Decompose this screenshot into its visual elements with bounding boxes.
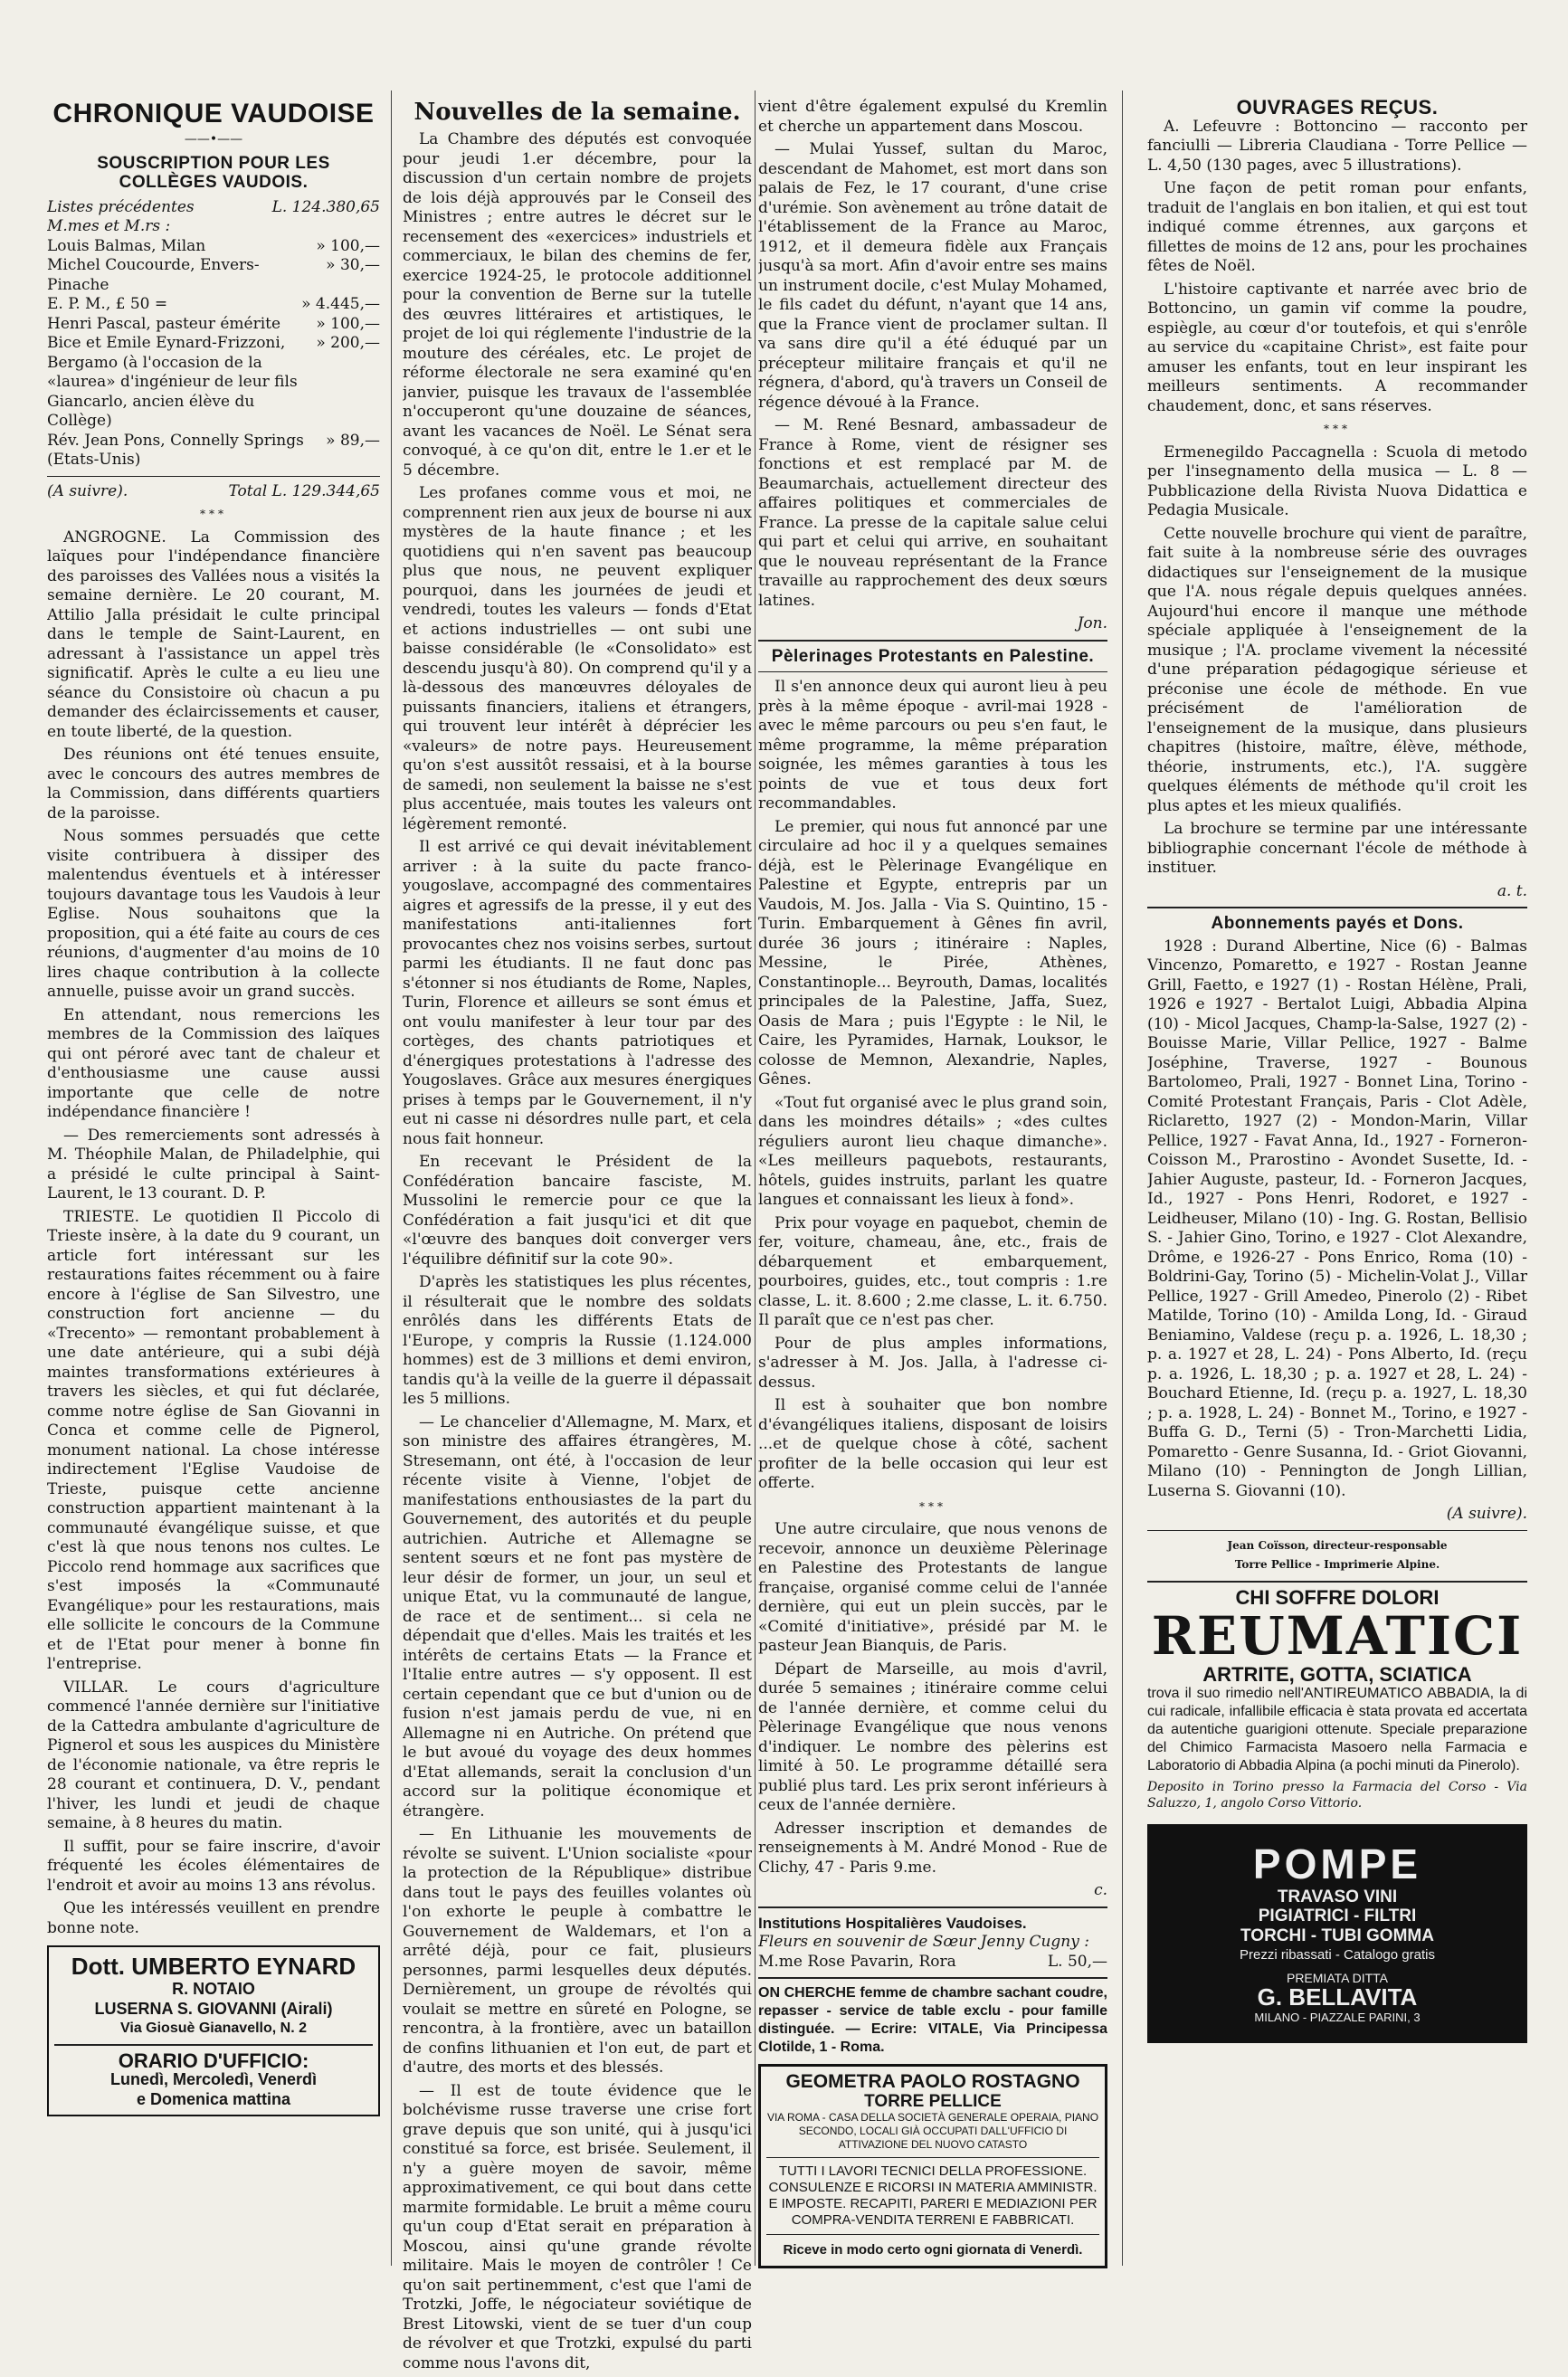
ad-town: LUSERNA S. GIOVANNI (Airali) — [94, 1999, 333, 2018]
classified-ad: ON CHERCHE femme de chambre sachant coudre, repasser - service de table exclu - pour famille distinguée. — Ecrire: VITALE, Via Principessa Clotilde, 1 - Roma. — [758, 1985, 1107, 2055]
paragraph: Nous sommes persuadés que cette visite contribuera à dissiper des malentendus éventuels et à intéresser toujours davantage tous les Vaudois à leur Eglise. Nous souhaitons que la proposition, qui a été faite au cours de ces réunions, d'augmenter d'au moins de 10 lires chaque contribution à la collecte annuelle, puisse avoir un grand succès. — [47, 827, 380, 1001]
ad-services: TUTTI I LAVORI TECNICI DELLA PROFESSIONE. CONSULENZE E RICORSI IN MATERIA AMMINISTR. E IMPOSTE. RECAPITI, PARERI E MEDIAZIONI PER COMPRA-VENDITA TERRENI E FABBRICATI. — [768, 2163, 1098, 2228]
paragraph: ANGROGNE. La Commission des laïques pour l'indépendance financière des paroisses des Vallées nous a visités la semaine dernière. Le 20 courant, M. Attilio Jalla présidait le culte principal dans le temple de Saint-Laurent, en adressant à l'assistance un appel très significatif. Après le culte a eu lieu une séance du Consistoire où chacun a pu demander des éclaircissements et causer, en toute liberté, de la question. — [47, 528, 380, 741]
divider — [758, 671, 1107, 672]
signature: c. — [1094, 1881, 1107, 1899]
paragraph: Il est arrivé ce qui devait inévitablement arriver : à la suite du pacte franco-yougoslave, accompagné des commentaires aigres et agressifs de la presse, il y eut des manifestations anti-italiennes fort provocantes chez nos voisins serbes, surtout parmi les étudiants. Il ne faut donc pas s'étonner si nos étudiants de Rome, Naples, Turin, Florence et ailleurs se sont émus et ont voulu manifester à leur tour par des cortèges, des chants patriotiques et d'énergiques protestations à l'adresse des Yougoslaves. Grâce aux mesures énergiques prises à temps par le Gouvernement, il n'y eut ni casse ni désordres nulle part, et cela nous fait honneur. — [403, 838, 752, 1148]
divider — [1147, 1530, 1527, 1531]
total-row: (A suivre). Total L. 129.344,65 — [47, 481, 380, 500]
divider — [1147, 907, 1527, 908]
paragraph: Prix pour voyage en paquebot, chemin de fer, voiture, chameau, âne, etc., frais de débarquement et embarquement, pourboires, guides, etc., tout compris : 1.re classe, L. it. 8.600 ; 2.me classe, L. it. 6.750. Il paraît que ce n'est pas cher. — [758, 1213, 1107, 1329]
donor-row: E. P. M., £ 50 = » 4.445,— — [47, 295, 380, 313]
reuma-ad — [1147, 1585, 1527, 1811]
paragraph: En recevant le Président de la Confédération bancaire fasciste, M. Mussolini le remercie pour ce que la Confédération a fait jusqu'ici et dit que «l'œuvre des banques doit converger vers l'équilibre définitif sur la cote 90». — [403, 1153, 752, 1269]
ad-big: REUMATICI — [1151, 1605, 1524, 1667]
ad-street: Via Giosuè Gianavello, N. 2 — [119, 2020, 307, 2036]
ornament: ——•—— — [184, 132, 243, 147]
column-nouvelles — [403, 98, 752, 2377]
ad-line: G. BELLAVITA — [1257, 1983, 1418, 2011]
ad-sub: ARTRITE, GOTTA, SCIATICA — [1202, 1663, 1472, 1686]
divider — [766, 2157, 1099, 2158]
paragraph: Les profanes comme vous et moi, ne comprennent rien aux jeux de bourse ni aux mystères de la haute finance ; et les quotidiens qui n'en savent pas beaucoup plus que nous, ne peuvent expliquer pourquoi, dans les journées de jeudi et vendredi, toutes les valeurs — fonds d'Etat et actions industrielles — ont subi une baisse considérable (le «Consolidato» est descendu jusqu'à 80). On comprend qu'il y a là-dessous des manœuvres déloyales de puissants financiers, italiens et étrangers, qui trouvent leur intérêt à déprécier les «valeurs» de notre pays. Heureusement qu'on s'est aussitôt ressaisi, et à la bourse de samedi, non seulement la baisse ne s'est plus accentuée, mais toutes les valeurs ont légèrement remonté. — [403, 484, 752, 833]
paragraph: Des réunions ont été tenues ensuite, avec le concours des autres membres de la Commission, dans différents quartiers de la paroisse. — [47, 746, 380, 822]
section-title: Institutions Hospitalières Vaudoises. — [758, 1914, 1027, 1932]
separator-stars: *** — [200, 508, 227, 520]
paragraph: TRIESTE. Le quotidien Il Piccolo di Trieste insère, à la date du 9 courant, un article fort intéressant sur les restaurations faites récemment ou à faire encore à l'église de San Silvestro, une construction fort ancienne — du «Trecento» — remontant probablement à une date antérieure, qui a subi déjà maintes transformations extérieures à travers les siècles, et qui fut déclarée, comme notre église de San Giovanni in Conca et comme celle de Pignerol, monument national. La chose intéresse indirectement l'Eglise Vaudoise de Trieste, puisque cette ancienne construction appartient maintenant à la communauté évangélique suisse, et que c'est là que nous tenons nos cultes. Le Piccolo rend hommage aux sacrifices que s'est imposés la «Communauté Evangélique» pour les restaurations, mais elle sollicite le concours de la Commune et de l'Etat pour mener à bonne fin l'entreprise. — [47, 1207, 380, 1673]
ad-town: TORRE PELLICE — [864, 2091, 1002, 2111]
pompe-ad — [1147, 1824, 1527, 2044]
ad-title: R. NOTAIO — [172, 1980, 255, 1998]
donor-list — [47, 237, 380, 471]
separator-stars: *** — [1324, 423, 1351, 435]
ad-name: GEOMETRA PAOLO ROSTAGNO — [785, 2071, 1080, 2092]
signature: Jon. — [1077, 614, 1107, 632]
paragraph: Il est à souhaiter que bon nombre d'évangéliques italiens, disposant de loisirs ...et de quelque chose à côté, sachent profiter de la belle occasion qui leur est offerte. — [758, 1396, 1107, 1492]
ad-hours: Riceve in modo certo ogni giornata di Venerdì. — [783, 2242, 1083, 2258]
list-sub: M.mes et M.rs : — [47, 217, 171, 235]
paragraph: Une autre circulaire, que nous venons de recevoir, annonce un deuxième Pèlerinage en Palestine des Protestants de langue française, organisé comme celui de l'année dernière, qui eut un plein succès, par le «Comité d'initiative», présidé par M. le pasteur Jean Bianquis, de Paris. — [758, 1520, 1107, 1655]
divider — [766, 2234, 1099, 2235]
ad-hours-extra: e Domenica mattina — [136, 2089, 291, 2108]
imprint-director: Jean Coïsson, directeur-responsable — [1227, 1538, 1448, 1552]
column-pelerinages — [758, 98, 1107, 2276]
ad-hours-days: Lunedì, Mercoledì, Venerdì — [109, 2070, 318, 2088]
donor-row: Bice et Emile Eynard-Frizzoni, Bergamo (à l'occasion de la «laurea» d'ingénieur de leur fils Giancarlo, ancien élève du Collège) » 200,— — [47, 334, 380, 430]
divider — [1147, 1581, 1527, 1583]
notary-ad — [47, 1945, 380, 2116]
inst-row: M.me Rose Pavarin, Rora L. 50,— — [758, 1952, 1107, 1971]
paragraph: La brochure se termine par une intéressante bibliographie concernant l'école de méthode à instituer. — [1147, 820, 1527, 877]
paragraph: La Chambre des députés est convoquée pour jeudi 1.er décembre, pour la discussion d'un certain nombre de projets de lois déjà approuvés par le Conseil des Ministres ; entre autres le décret sur le recensement des «exercices» industriels et commerciaux, le bilan des chemins de fer, exercice 1924-25, le protocole additionnel pour la convention de Berne sur la tutelle des œuvres littéraires et artistiques, le projet de loi qui réglemente l'industrie de la mouture des céréales, etc. Le projet de réforme électorale ne sera examiné qu'en janvier, puisque les travaux de l'assemblée n'occuperont qu'une douzaine de séances, avant les vacances de Noël. Le Sénat sera convoqué, à ce qu'on dit, entre le 1.er et le 5 décembre. — [403, 130, 752, 480]
section-title: Pèlerinages Protestants en Palestine. — [771, 646, 1095, 666]
ad-deposit: Deposito in Torino presso la Farmacia del Corso - Via Saluzzo, 1, angolo Corso Vittorio. — [1147, 1779, 1527, 1811]
paragraph: — Mulai Yussef, sultan du Maroc, descendant de Mahomet, est mort dans son palais de Fez, le 17 courant, d'une crise d'urémie. Son avènement au trône datait de l'établissement de la France au Maroc, 1912, et il demeura fidèle aux Français jusqu'à sa mort. Afin d'avoir entre ses mains un instrument docile, c'est Mulay Mohamed, le fils cadet du défunt, n'ayant que 14 ans, que la France vient de proclamer sultan. Il va sans dire qu'il a été éduqué par un précepteur militaire français et qu'il ne régnera, d'abord, qu'à travers un Conseil de régence dévoué à la France. — [758, 140, 1107, 412]
column-rule — [1122, 90, 1123, 2266]
paragraph: En attendant, nous remercions les membres de la Commission des laïques qui ont péroré avec tant de chaleur et d'enthousiasme une cause aussi importante que celle de notre indépendance financière ! — [47, 1005, 380, 1121]
donor-row: Michel Coucourde, Envers-Pinache » 30,— — [47, 256, 380, 294]
section-title: Nouvelles de la semaine. — [413, 99, 741, 126]
ad-line: Prezzi ribassati - Catalogo gratis — [1240, 1947, 1435, 1963]
paragraph: L'histoire captivante et narrée avec brio de Bottoncino, un gamin vif comme la poudre, espiègle, au cœur d'or toutefois, et qui s'enrôle au service du «capitaine Christ», est faite pour amuser les enfants, tout en leur inspirant les meilleurs sentiments. A recommander chaudement, donc, et sans réserves. — [1147, 280, 1527, 415]
ad-body: trova il suo rimedio nell'ANTIREUMATICO ABBADIA, la di cui radicale, infallibile efficacia è stata provata ed accertata da autentiche guarigioni ottenute. Speciale preparazione del Chimico Farmacista Masoero nella Farmacia e Laboratorio di Abbadia Alpina (a pochi minuti da Pinerolo). — [1147, 1685, 1527, 1773]
ad-line: PREMIATA DITTA — [1286, 1970, 1388, 1985]
paragraph: Le premier, qui nous fut annoncé par une circulaire ad hoc il y a quelques semaines déjà, est le Pèlerinage Evangélique en Palestine et Egypte, entrepris par un Vaudois, M. Jos. Jalla - Via S. Quintino, 15 - Turin. Embarquement à Gênes fin avril, durée 36 jours ; itinéraire : Naples, Messine, le Pirée, Athènes, Constantinople... Beyrouth, Damas, localités principales de la Palestine, Jaffa, Suez, Oasis de Mara ; puis l'Egypte : le Nil, le Caire, les Pyramides, Harnak, Louksor, le colosse de Memnon, Alexandrie, Naples, Gênes. — [758, 817, 1107, 1089]
donor-row: Louis Balmas, Milan » 100,— — [47, 236, 380, 255]
geometra-ad — [758, 2064, 1107, 2268]
paragraph: VILLAR. Le cours d'agriculture commencé l'année dernière sur l'initiative de la Cattedra ambulante d'agriculture de Pignerol et sous les auspices du Ministère de l'économie nationale, va être repris le 28 courant et continuera, D. V., pendant l'hiver, les lundi et jeudi de chaque semaine, à 8 heures du matin. — [47, 1678, 380, 1832]
section-title: Abonnements payés et Dons. — [1211, 914, 1464, 933]
list-header: Listes précédentes L. 124.380,65 — [47, 197, 380, 216]
paragraph: — M. René Besnard, ambassadeur de France à Rome, vient de résigner ses fonctions et est remplacé par M. de Beaumarchais, actuellement directeur des affaires politiques et commerciales de France. La presse de la capitale salue celui qui part et celui qui arrive, en souhaitant que le nouveau représentant de la France travaille au rapprochement des deux sœurs latines. — [758, 416, 1107, 610]
section-title: OUVRAGES REÇUS. — [1236, 98, 1439, 119]
paragraph: D'après les statistiques les plus récentes, il résulterait que le nombre des soldats enrôlés dans les différents Etats de l'Europe, y compris la Russie (1.124.000 hommes) est de 3 millions et demi environ, tandis qu'à la veille de la guerre il dépassait les 5 millions. — [403, 1273, 752, 1408]
divider — [54, 2044, 373, 2046]
inst-sub: Fleurs en souvenir de Sœur Jenny Cugny : — [758, 1933, 1089, 1951]
ad-line: MILANO - PIAZZALE PARINI, 3 — [1254, 2010, 1421, 2024]
paragraph: A. Lefeuvre : Bottoncino — racconto per fanciulli — Libreria Claudiana - Torre Pellice — L. 4,50 (130 pages, avec 5 illustrations). — [1147, 117, 1527, 175]
ad-name: Dott. UMBERTO EYNARD — [71, 1953, 356, 1980]
ad-top: CHI SOFFRE DOLORI — [1235, 1585, 1440, 1609]
ad-line: TRAVASO VINI — [1277, 1887, 1398, 1906]
paragraph: 1928 : Durand Albertine, Nice (6) - Balmas Vincenzo, Pomaretto, e 1927 - Rostan Jeanne Grill, Faetto, e 1927 (1) - Rostan Hélène, Prali, 1926 e 1927 - Bertalot Luigi, Abbadia Alpina (10) - Micol Jacques, Champ-la-Salse, 1927 (2) - Bouisse Marie, Villar Pellice, 1927 - Balme Joséphine, Traverse, 1927 - Bounous Bartolomeo, Prali, 1927 - Bonnet Lina, Torino - Comité Protestant Français, Paris - Clot Adèle, Riclaretto, 1927 (2) - Mondon-Marin, Villar Pellice, 1927 - Favat Anna, Id., 1927 - Forneron-Coisson M., Prarostino - Avondet Susette, Id. - Jahier Auguste, pasteur, Id. - Forneron Jacques, Id., 1927 - Pons Henri, Rodoret, e 1927 - Leidheuser, Milano (10) - Ing. G. Rostan, Bellisio S. - Jahier Gino, Torino, e 1927 - Clot Alexandre, Drôme, e 1926-27 - Pons Enrico, Roma (10) - Boldrini-Gay, Torino (5) - Michelin-Volat J., Villar Pellice, 1927 - Grill Amedeo, Pinerolo (2) - Ribet Matilde, Torino (10) - Amilda Long, Id. - Giraud Beniamino, Valdese (reçu p. a. 1926, L. 18,30 ; p. a. 1927 et 28, L. 24) - Pons Alberto, Id. (reçu p. a. 1926, L. 18,30 ; p. a. 1927 et 28, L. 24) - Bouchard Etienne, Id. (reçu p. a. 1927, L. 18,30 ; p. a. 1928, L. 24) - Bonnet M., Torino, e 1927 - Buffa G. D., Terni (5) - Tron-Marchetti Lidia, Pomaretto - Genre Susanna, Id. - Griot Giovanni, Milano (10) - Pennington de Jongh Lillian, Luserna S. Giovanni (10). — [1147, 937, 1527, 1500]
column-chronique — [47, 98, 380, 2124]
paragraph: Cette nouvelle brochure qui vient de paraître, fait suite à la nombreuse série des ouvrages didactiques sur l'enseignement de la musique que l'A. nous régale depuis quelques années. Aujourd'hui encore il manque une méthode spéciale appliquée à l'enseignement de la musique ; l'A. proclame vivement la nécessité d'une préparation pédagogique sérieuse et préconise une école de méthode. En vue précisément de l'amélioration de l'enseignement de la musique, dans plusieurs chapitres (histoire, maître, élève, méthode, théorie, instruments, etc.), l'A. suggère quelques éléments de méthode qu'il croit les plus aptes et les mieux qualifiés. — [1147, 524, 1527, 815]
signature: (A suivre). — [1446, 1505, 1527, 1523]
paragraph: «Tout fut organisé avec le plus grand soin, dans les moindres détails» ; «des cultes réguliers auront lieu chaque dimanche». «Les meilleurs paquebots, restaurants, hôtels, guides instruits, parlant les quatre langues et connaissant les lieux à fond». — [758, 1093, 1107, 1209]
divider — [758, 1977, 1107, 1979]
paragraph: Il s'en annonce deux qui auront lieu à peu près à la même époque - avril-mai 1928 - avec le même parcours ou peu s'en faut, le même programme, la même préparation soignée, les mêmes garanties à tous les points de vue et tous deux fort recommandables. — [758, 678, 1107, 813]
paragraph: Pour de plus amples informations, s'adresser à M. Jos. Jalla, à l'adresse ci-dessus. — [758, 1334, 1107, 1392]
separator-stars: *** — [919, 1499, 946, 1513]
donor-row: Henri Pascal, pasteur émérite » 100,— — [47, 314, 380, 333]
divider — [47, 476, 380, 477]
paragraph: Il suffit, pour se faire inscrire, d'avoir fréquenté les écoles élémentaires de l'endroit et avoir au moins 13 ans révolus. — [47, 1837, 380, 1895]
paragraph: vient d'être également expulsé du Kremlin et cherche un appartement dans Moscou. — [758, 98, 1107, 136]
paragraph: — Le chancelier d'Allemagne, M. Marx, et son ministre des affaires étrangères, M. Stresemann, ont été, à l'occasion de leur récente visite à Vienne, l'objet de manifestations enthousiastes de la part du Gouvernement, des autorités et du peuple autrichien. Autriche et Allemagne se sentent sœurs et ne font pas mystère de leur désir de former, un jour, un seul et unique Etat, vu la communauté de langue, de race et de sentiment... si cela ne dépendait que d'elles. Mais les traités et les intérêts de certains Etats — la France et l'Italie entre autres — s'y opposent. Il est certain cependant que ce but d'union ou de fusion n'est jamais perdu de vue, ni en Allemagne ni en Autriche. On prétend que le but avoué du voyage des deux hommes d'Etat allemands, serait la conclusion d'un accord sur la politique économique et étrangère. — [403, 1412, 752, 1821]
ad-hours-title: ORARIO D'UFFICIO: — [118, 2049, 309, 2072]
paragraph: Ermenegildo Paccagnella : Scuola di metodo per l'insegnamento della musica — L. 8 — Pubblicazione della Rivista Nuova Didattica e Pedagia Musicale. — [1147, 442, 1527, 519]
paragraph: — Il est de toute évidence que le bolchévisme russe traverse une crise fort grave depuis que son unité, qui à jusqu'ici constitué sa force, est brisée. Seulement, il n'y a guère moyen de savoir, même approximativement, ce qui bout dans cette marmite formidable. Le bruit a même couru qu'un coup d'Etat serait en préparation à Moscou, ainsi qu'une grande révolte militaire. Mais le moyen de contrôler ! Ce qu'on sait pertinemment, c'est que l'ami de Trotzki, Joffe, le négociateur soviétique de Brest Litowski, vient de se tuer d'un coup de révolver et que Trotzki, expulsé du parti comme nous l'avons dit, — [403, 2081, 752, 2372]
signature: a. t. — [1497, 881, 1527, 900]
paragraph: Adresser inscription et demandes de renseignements à M. André Monod - Rue de Clichy, 47 - Paris 9.me. — [758, 1819, 1107, 1877]
subscription-title: SOUSCRIPTION POUR LES COLLÈGES VAUDOIS. — [97, 153, 330, 192]
donor-row: Rév. Jean Pons, Connelly Springs (Etats-Unis) » 89,— — [47, 431, 380, 469]
paragraph: — Des remerciements sont adressés à M. Théophile Malan, de Philadelphie, qui a présidé le culte principal à Saint-Laurent, le 13 courant. D. P. — [47, 1126, 380, 1203]
ad-line: PIGIATRICI - FILTRI — [1258, 1906, 1417, 1925]
paragraph: Une façon de petit roman pour enfants, traduit de l'anglais en bon italien, et qui est tout indiqué comme étrennes, aux garçons et fillettes de moins de 12 ans, pour les prochaines fêtes de Noël. — [1147, 179, 1527, 275]
column-rule — [391, 90, 392, 2266]
ad-address: VIA ROMA - CASA DELLA SOCIETÀ GENERALE OPERAIA, PIANO SECONDO, LOCALI GIÀ OCCUPATI DALL'UFFICIO DI ATTIVAZIONE DEL NUOVO CATASTO — [766, 2111, 1099, 2151]
divider — [758, 1906, 1107, 1908]
column-ouvrages — [1147, 98, 1527, 2043]
paragraph: Départ de Marseille, au mois d'avril, durée 5 semaines ; itinéraire comme celui de l'année dernière, et comme celui du Pèlerinage Evangélique que nous venons d'indiquer. Le nombre des pèlerins est limité à 50. Le programme détaillé sera publié plus tard. Les prix seront inférieurs à ceux de l'année dernière. — [758, 1659, 1107, 1814]
ad-line: TORCHI - TUBI GOMMA — [1240, 1925, 1434, 1945]
section-title: CHRONIQUE VAUDOISE — [52, 99, 375, 128]
divider — [758, 640, 1107, 642]
ad-big: POMPE — [1252, 1840, 1422, 1887]
imprint-printer: Torre Pellice - Imprimerie Alpine. — [1234, 1558, 1440, 1571]
paragraph: Que les intéressés veuillent en prendre bonne note. — [47, 1899, 380, 1937]
paragraph: — En Lithuanie les mouvements de révolte se suivent. L'Union socialiste «pour la protection de la République» distribue dans tout le pays des feuilles volantes où l'on exhorte le peuple à combattre le Gouvernement de Waldemars, et l'on a arrêté déjà, pour ce fait, plusieurs personnes, parmi lesquelles deux députés. Dernièrement, un groupe de révoltés qui voulait se mettre en sûreté en Pologne, se rencontra, à la frontière, avec un bataillon de confins lithuanien et l'on eut, de part et d'autre, des morts et des blessés. — [403, 1825, 752, 2077]
